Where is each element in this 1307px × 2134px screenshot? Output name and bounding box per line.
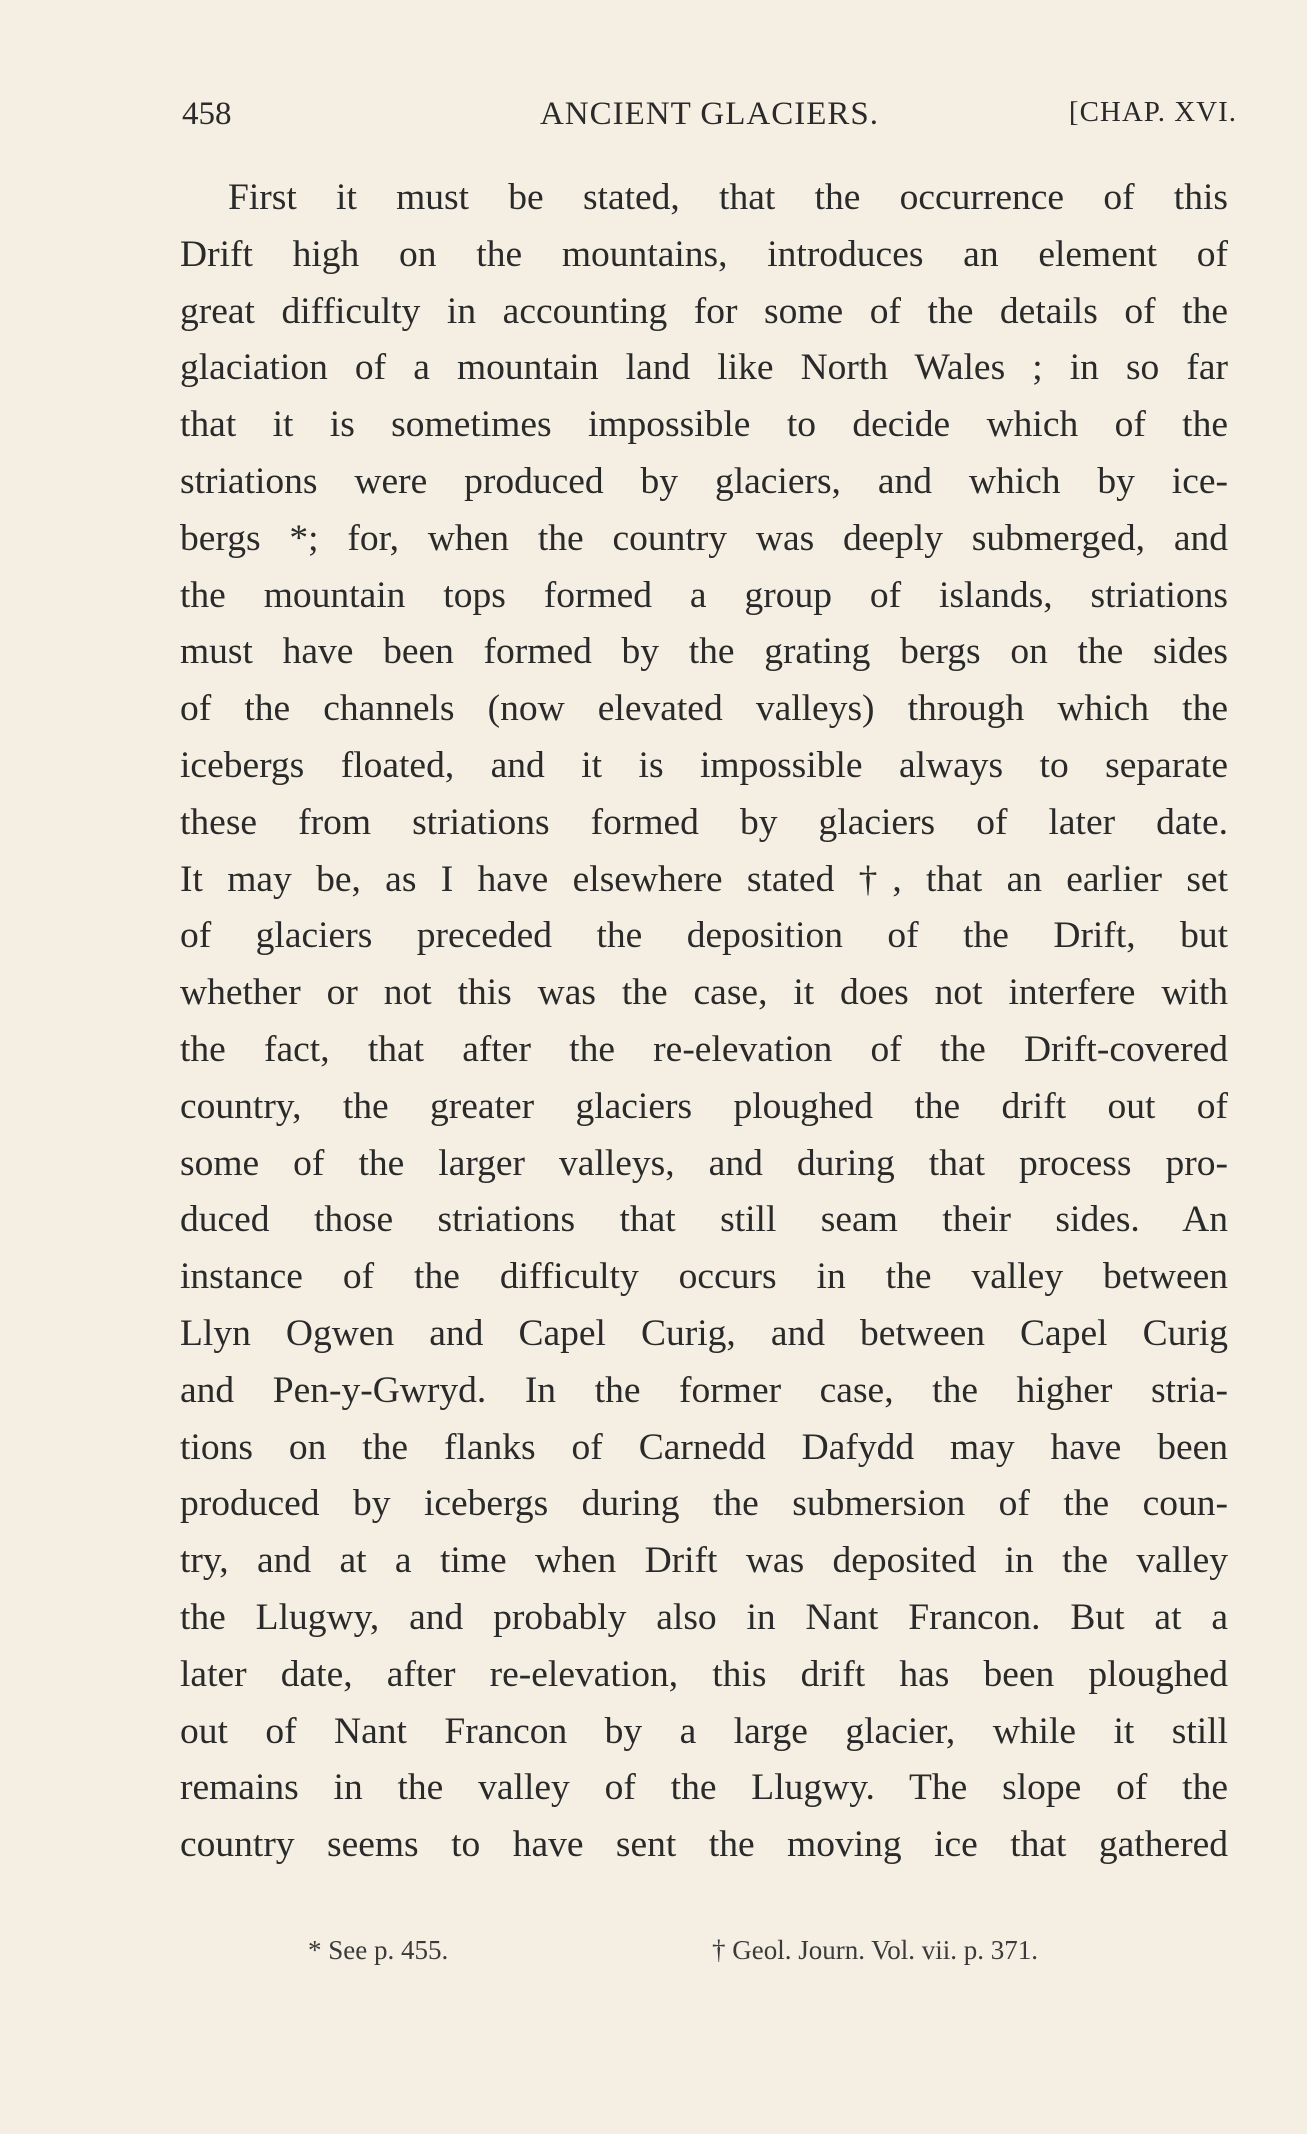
text-line: out of Nant Francon by a large glacier, while it still <box>180 1710 1228 1752</box>
text-line: glaciation of a mountain land like North Wales ; in so far <box>180 347 1228 389</box>
footnote-asterisk: * See p. 455. <box>308 1935 449 1965</box>
text-line: the mountain tops formed a group of islands, striations <box>180 574 1228 616</box>
text-line: tions on the flanks of Carnedd Dafydd may have been <box>180 1426 1228 1468</box>
text-line: of the channels (now elevated valleys) through which the <box>180 688 1228 730</box>
running-title: ANCIENT GLACIERS. <box>539 96 880 132</box>
footnotes <box>300 1935 1160 1975</box>
text-line: these from striations formed by glaciers of later date. <box>180 801 1228 843</box>
text-line: produced by icebergs during the submersion of the coun- <box>180 1483 1228 1525</box>
text-line: remains in the valley of the Llugwy. The slope of the <box>180 1767 1228 1809</box>
footnote-dagger: † Geol. Journ. Vol. vii. p. 371. <box>712 1935 1039 1965</box>
text-line: Drift high on the mountains, introduces an element of <box>180 233 1228 275</box>
text-line: some of the larger valleys, and during that process pro- <box>180 1142 1228 1184</box>
text-line: country seems to have sent the moving ice that gathered <box>180 1824 1228 1866</box>
text-line: must have been formed by the grating bergs on the sides <box>180 631 1228 673</box>
text-line: instance of the difficulty occurs in the valley between <box>180 1256 1228 1298</box>
text-line: try, and at a time when Drift was deposited in the valley <box>180 1540 1228 1582</box>
text-line: the Llugwy, and probably also in Nant Francon. But at a <box>180 1596 1228 1638</box>
text-line: and Pen-y-Gwryd. In the former case, the higher stria- <box>180 1369 1228 1411</box>
text-line: It may be, as I have elsewhere stated †, that an earlier set <box>180 858 1228 900</box>
text-line: whether or not this was the case, it does not interfere with <box>180 972 1228 1014</box>
body-paragraph <box>180 170 1228 1874</box>
text-line: duced those striations that still seam their sides. An <box>180 1199 1228 1241</box>
text-line: the fact, that after the re-elevation of the Drift-covered <box>180 1028 1228 1070</box>
text-line: later date, after re-elevation, this drift has been ploughed <box>180 1653 1228 1695</box>
text-line: First it must be stated, that the occurrence of this <box>228 177 1228 218</box>
text-line: bergs *; for, when the country was deeply submerged, and <box>180 517 1228 559</box>
text-line: Llyn Ogwen and Capel Curig, and between Capel Curig <box>180 1312 1228 1354</box>
text-line: that it is sometimes impossible to decide which of the <box>180 404 1228 446</box>
text-line: country, the greater glaciers ploughed the drift out of <box>180 1085 1228 1127</box>
chapter-reference: [CHAP. XVI. <box>1068 96 1237 128</box>
page-number: 458 <box>182 96 232 132</box>
text-line: icebergs floated, and it is impossible always to separate <box>180 744 1228 786</box>
running-head <box>182 96 1237 146</box>
text-line: of glaciers preceded the deposition of the Drift, but <box>180 915 1228 957</box>
text-line: striations were produced by glaciers, and which by ice- <box>180 460 1228 502</box>
text-line: great difficulty in accounting for some of the details of the <box>180 290 1228 332</box>
